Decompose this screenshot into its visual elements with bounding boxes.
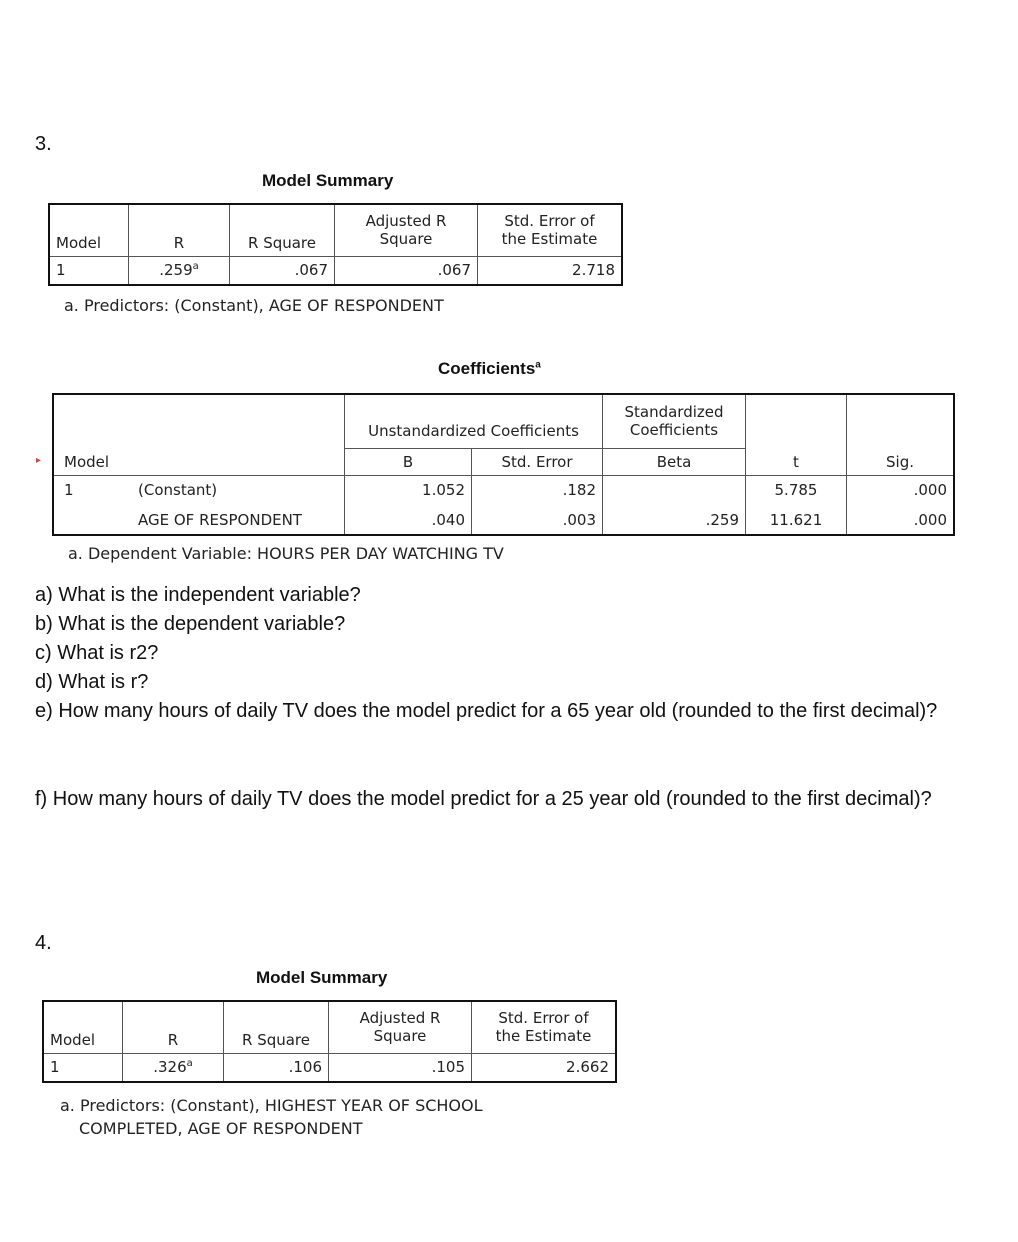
cell-label: AGE OF RESPONDENT — [132, 505, 345, 535]
header-model: Model — [43, 1001, 123, 1053]
header-line: Adjusted R — [359, 1009, 441, 1028]
header-r: R — [129, 204, 230, 256]
table-row — [53, 505, 954, 535]
cell-b: 1.052 — [345, 475, 472, 505]
header-std-error: Std. Error — [472, 448, 603, 475]
footnote-marker: a — [535, 359, 541, 371]
question-a: a) What is the independent variable? — [35, 584, 361, 606]
cell-std-error: 2.718 — [572, 261, 615, 280]
header-r-square: R Square — [230, 204, 335, 256]
question-f: f) How many hours of daily TV does the model predict for a 25 year old (rounded to the first decimal)? — [35, 788, 932, 810]
cell-beta — [603, 475, 746, 505]
question-3-number: 3. — [35, 133, 52, 155]
footnote-marker: a — [186, 1058, 193, 1070]
header-r: R — [123, 1001, 224, 1053]
cell-adjusted-r-square: .067 — [335, 256, 478, 285]
cell-r — [123, 1053, 224, 1082]
header-line: the Estimate — [495, 1027, 592, 1046]
cell-model: 1 — [64, 481, 74, 500]
cell-model: 1 — [43, 1053, 123, 1082]
q3-model-summary-title: Model Summary — [262, 171, 394, 190]
header-line: the Estimate — [501, 230, 598, 249]
header-adjusted-r-square — [335, 204, 478, 256]
header-line: Std. Error of — [504, 212, 595, 231]
cell-t: 5.785 — [746, 475, 847, 505]
header-b: B — [345, 448, 472, 475]
q3-coefficients-table — [52, 393, 955, 536]
q3-coefficients-title — [438, 359, 541, 379]
question-d: d) What is r? — [35, 671, 149, 693]
q3-coefficients-footnote: a. Dependent Variable: HOURS PER DAY WATCHING TV — [68, 544, 504, 563]
header-line: Std. Error of — [498, 1009, 589, 1028]
cell-beta: .259 — [603, 505, 746, 535]
cell-b: .040 — [345, 505, 472, 535]
question-4-number: 4. — [35, 932, 52, 954]
r-value: .326 — [153, 1058, 187, 1077]
question-list — [35, 581, 965, 726]
cell-model — [53, 505, 132, 535]
question-e: e) How many hours of daily TV does the model predict for a 65 year old (rounded to the first decimal)? — [35, 700, 938, 722]
header-standardized — [603, 394, 746, 448]
r-value: .259 — [159, 261, 193, 280]
header-line: Standardized — [624, 403, 724, 422]
coefficients-title-text: Coefficients — [438, 359, 536, 378]
footnote-marker: a — [192, 261, 199, 273]
header-t: t — [746, 394, 847, 475]
q4-model-summary-table — [42, 1000, 617, 1083]
header-model: Model — [53, 394, 345, 475]
q4-model-summary-title: Model Summary — [256, 968, 388, 987]
header-r-square: R Square — [224, 1001, 329, 1053]
cell-sig: .000 — [913, 481, 947, 500]
header-line: Adjusted R — [365, 212, 447, 231]
cell-r — [129, 256, 230, 285]
cell-r-square: .067 — [230, 256, 335, 285]
header-std-error — [478, 204, 623, 256]
q3-model-summary-table — [48, 203, 623, 286]
header-sig: Sig. — [847, 394, 955, 475]
table-row — [53, 475, 954, 505]
header-unstandardized: Unstandardized Coefficients — [345, 394, 603, 448]
header-line: Square — [379, 230, 433, 249]
header-adjusted-r-square — [329, 1001, 472, 1053]
cell-r-square: .106 — [224, 1053, 329, 1082]
cell-t: 11.621 — [746, 505, 847, 535]
cell-sig: .000 — [913, 510, 947, 529]
header-line: Coefficients — [629, 421, 719, 440]
cell-se: .003 — [472, 505, 603, 535]
header-beta: Beta — [603, 448, 746, 475]
footnote-line-1: a. Predictors: (Constant), HIGHEST YEAR OF SCHOOL — [60, 1096, 483, 1115]
q3-model-summary-footnote: a. Predictors: (Constant), AGE OF RESPONDENT — [64, 296, 444, 315]
row-marker-icon: ▸ — [36, 455, 42, 466]
footnote-line-2: COMPLETED, AGE OF RESPONDENT — [79, 1119, 363, 1138]
cell-adjusted-r-square: .105 — [329, 1053, 472, 1082]
question-b: b) What is the dependent variable? — [35, 613, 346, 635]
q4-model-summary-footnote — [60, 1094, 483, 1140]
cell-std-error: 2.662 — [566, 1058, 609, 1077]
question-c: c) What is r2? — [35, 642, 159, 664]
cell-label: (Constant) — [132, 475, 345, 505]
cell-se: .182 — [472, 475, 603, 505]
header-model: Model — [49, 204, 129, 256]
header-line: Square — [373, 1027, 427, 1046]
cell-model: 1 — [49, 256, 129, 285]
header-std-error — [472, 1001, 617, 1053]
